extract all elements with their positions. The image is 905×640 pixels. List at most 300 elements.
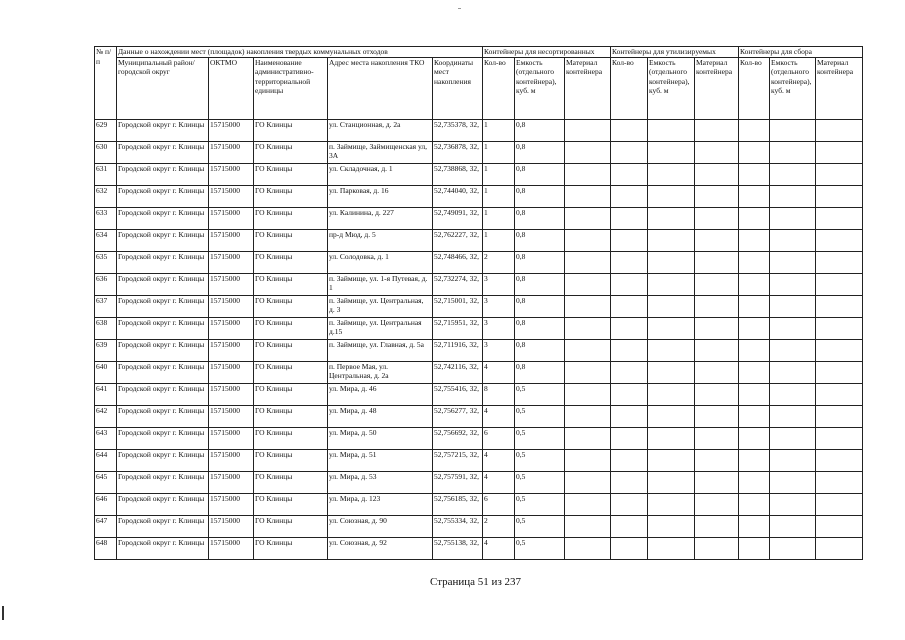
cell-count: 4 [483, 405, 515, 427]
cell-empty [611, 295, 648, 317]
cell-address: ул. Станционная, д. 2а [328, 119, 433, 141]
header-municipality: Муниципальный район/городской округ [117, 57, 209, 119]
cell-coords: 52,735378, 32, [433, 119, 483, 141]
cell-empty [648, 207, 695, 229]
cell-volume: 0,8 [515, 163, 565, 185]
table-row [95, 207, 863, 229]
cell-coords: 52,715001, 32, [433, 295, 483, 317]
cell-unit: ГО Клинцы [254, 163, 328, 185]
cell-empty [816, 361, 863, 383]
cell-unit: ГО Клинцы [254, 273, 328, 295]
cell-oktmo: 15715000 [209, 141, 254, 163]
cell-address: ул. Калинина, д. 227 [328, 207, 433, 229]
waste-sites-table [94, 46, 863, 560]
cell-empty [695, 493, 739, 515]
header-group-collection: Контейнеры для сбора [739, 47, 863, 58]
table-row [95, 119, 863, 141]
cell-empty [695, 537, 739, 559]
cell-empty [565, 185, 611, 207]
cell-oktmo: 15715000 [209, 229, 254, 251]
cell-coords: 52,715951, 32, [433, 317, 483, 339]
cell-empty [816, 537, 863, 559]
cell-empty [770, 163, 816, 185]
cell-count: 1 [483, 163, 515, 185]
cell-oktmo: 15715000 [209, 361, 254, 383]
cell-count: 1 [483, 229, 515, 251]
cell-oktmo: 15715000 [209, 383, 254, 405]
cell-empty [739, 251, 770, 273]
cell-empty [565, 449, 611, 471]
cell-empty [648, 295, 695, 317]
cell-unit: ГО Клинцы [254, 229, 328, 251]
cell-empty [816, 493, 863, 515]
cell-empty [739, 229, 770, 251]
cell-no: 636 [95, 273, 117, 295]
table-row [95, 471, 863, 493]
cell-unit: ГО Клинцы [254, 361, 328, 383]
header-no: № п/п [95, 47, 117, 120]
cell-volume: 0,5 [515, 383, 565, 405]
cell-empty [816, 471, 863, 493]
cell-coords: 52,748466, 32, [433, 251, 483, 273]
cell-empty [739, 141, 770, 163]
cell-empty [648, 383, 695, 405]
table-row [95, 537, 863, 559]
cell-empty [565, 251, 611, 273]
cell-empty [816, 295, 863, 317]
cell-empty [648, 427, 695, 449]
cell-empty [816, 163, 863, 185]
cell-empty [770, 295, 816, 317]
cell-empty [695, 295, 739, 317]
cell-unit: ГО Клинцы [254, 207, 328, 229]
cell-empty [611, 229, 648, 251]
cell-coords: 52,757215, 32, [433, 449, 483, 471]
cell-coords: 52,762227, 32, [433, 229, 483, 251]
cell-oktmo: 15715000 [209, 515, 254, 537]
cell-volume: 0,8 [515, 185, 565, 207]
cell-volume: 0,5 [515, 493, 565, 515]
cell-empty [565, 295, 611, 317]
cell-municipality: Городской округ г. Клинцы [117, 273, 209, 295]
cell-count: 3 [483, 317, 515, 339]
table-row [95, 449, 863, 471]
cell-empty [611, 449, 648, 471]
cell-empty [611, 537, 648, 559]
cell-unit: ГО Клинцы [254, 251, 328, 273]
cell-coords: 52,755416, 32, [433, 383, 483, 405]
cell-no: 641 [95, 383, 117, 405]
cell-empty [770, 273, 816, 295]
cell-empty [611, 141, 648, 163]
cell-no: 643 [95, 427, 117, 449]
cell-volume: 0,8 [515, 207, 565, 229]
cell-unit: ГО Клинцы [254, 141, 328, 163]
cell-oktmo: 15715000 [209, 119, 254, 141]
cell-empty [695, 449, 739, 471]
cell-empty [565, 229, 611, 251]
cell-volume: 0,5 [515, 449, 565, 471]
cell-empty [739, 361, 770, 383]
cell-empty [695, 383, 739, 405]
cell-empty [611, 493, 648, 515]
cell-empty [770, 537, 816, 559]
cell-address: пр-д Мюд, д. 5 [328, 229, 433, 251]
cell-municipality: Городской округ г. Клинцы [117, 295, 209, 317]
cell-empty [648, 361, 695, 383]
cell-municipality: Городской округ г. Клинцы [117, 471, 209, 493]
cell-oktmo: 15715000 [209, 185, 254, 207]
cell-coords: 52,711916, 32, [433, 339, 483, 361]
cell-oktmo: 15715000 [209, 537, 254, 559]
cell-empty [770, 493, 816, 515]
table-row [95, 361, 863, 383]
cell-no: 639 [95, 339, 117, 361]
cell-unit: ГО Клинцы [254, 119, 328, 141]
cell-no: 640 [95, 361, 117, 383]
cell-empty [695, 361, 739, 383]
cell-count: 2 [483, 251, 515, 273]
cell-municipality: Городской округ г. Клинцы [117, 361, 209, 383]
cell-empty [739, 273, 770, 295]
cell-empty [648, 251, 695, 273]
cell-empty [816, 405, 863, 427]
cell-empty [565, 119, 611, 141]
cell-empty [648, 119, 695, 141]
cell-empty [695, 163, 739, 185]
table-row [95, 295, 863, 317]
cell-count: 4 [483, 471, 515, 493]
cell-empty [565, 383, 611, 405]
cell-volume: 0,5 [515, 405, 565, 427]
cell-empty [739, 427, 770, 449]
cell-empty [648, 317, 695, 339]
cell-empty [816, 515, 863, 537]
cell-empty [816, 229, 863, 251]
header-coords: Координаты мест накопления [433, 57, 483, 119]
cell-no: 646 [95, 493, 117, 515]
cell-empty [816, 119, 863, 141]
cell-count: 3 [483, 273, 515, 295]
cell-empty [695, 273, 739, 295]
cell-empty [770, 119, 816, 141]
cell-empty [770, 427, 816, 449]
table-row [95, 273, 863, 295]
cell-empty [611, 163, 648, 185]
header-c2-material: Материал контейнера [695, 57, 739, 119]
cell-empty [611, 361, 648, 383]
cell-municipality: Городской округ г. Клинцы [117, 339, 209, 361]
cell-municipality: Городской округ г. Клинцы [117, 207, 209, 229]
cell-unit: ГО Клинцы [254, 383, 328, 405]
header-group-sites: Данные о нахождении мест (площадок) накопления твердых коммунальных отходов [117, 47, 483, 58]
cell-count: 1 [483, 185, 515, 207]
cell-oktmo: 15715000 [209, 207, 254, 229]
cell-empty [770, 361, 816, 383]
cell-oktmo: 15715000 [209, 251, 254, 273]
cell-address: ул. Складочная, д. 1 [328, 163, 433, 185]
table-row [95, 493, 863, 515]
cell-municipality: Городской округ г. Клинцы [117, 251, 209, 273]
cell-empty [739, 339, 770, 361]
header-group-recyclable: Контейнеры для утилизируемых [611, 47, 739, 58]
cell-address: ул. Мира, д. 51 [328, 449, 433, 471]
cell-coords: 52,742116, 32, [433, 361, 483, 383]
cell-volume: 0,5 [515, 515, 565, 537]
cell-empty [648, 185, 695, 207]
cell-unit: ГО Клинцы [254, 493, 328, 515]
cell-address: ул. Солодовка, д. 1 [328, 251, 433, 273]
cell-volume: 0,5 [515, 537, 565, 559]
cell-empty [816, 273, 863, 295]
cell-no: 631 [95, 163, 117, 185]
cell-volume: 0,5 [515, 471, 565, 493]
cell-no: 647 [95, 515, 117, 537]
cell-empty [648, 339, 695, 361]
cell-municipality: Городской округ г. Клинцы [117, 119, 209, 141]
cell-no: 645 [95, 471, 117, 493]
cell-count: 4 [483, 361, 515, 383]
cell-coords: 52,749091, 32, [433, 207, 483, 229]
cell-oktmo: 15715000 [209, 163, 254, 185]
cell-address: ул. Мира, д. 123 [328, 493, 433, 515]
cell-empty [739, 383, 770, 405]
cell-empty [565, 471, 611, 493]
cell-unit: ГО Клинцы [254, 295, 328, 317]
cell-count: 3 [483, 295, 515, 317]
header-c2-volume: Емкость (отдельного контейнера), куб. м [648, 57, 695, 119]
cell-empty [565, 493, 611, 515]
cell-address: ул. Парковая, д. 16 [328, 185, 433, 207]
cell-count: 3 [483, 339, 515, 361]
cell-empty [816, 185, 863, 207]
cell-empty [648, 515, 695, 537]
cell-coords: 52,738868, 32, [433, 163, 483, 185]
header-c2-count: Кол-во [611, 57, 648, 119]
cell-volume: 0,8 [515, 273, 565, 295]
cell-coords: 52,756692, 32, [433, 427, 483, 449]
header-unit: Наименование административно-территориальной единицы [254, 57, 328, 119]
cell-no: 633 [95, 207, 117, 229]
cell-address: п. Первое Мая, ул. Центральная, д. 2а [328, 361, 433, 383]
cell-empty [695, 339, 739, 361]
cell-municipality: Городской округ г. Клинцы [117, 427, 209, 449]
cell-empty [565, 405, 611, 427]
cell-volume: 0,8 [515, 119, 565, 141]
cell-empty [611, 405, 648, 427]
cell-municipality: Городской округ г. Клинцы [117, 515, 209, 537]
cell-address: ул. Мира, д. 53 [328, 471, 433, 493]
cell-empty [739, 119, 770, 141]
cell-empty [695, 141, 739, 163]
cell-empty [648, 229, 695, 251]
cell-unit: ГО Клинцы [254, 537, 328, 559]
cell-municipality: Городской округ г. Клинцы [117, 449, 209, 471]
cell-volume: 0,8 [515, 361, 565, 383]
cell-empty [770, 229, 816, 251]
header-oktmo: ОКТМО [209, 57, 254, 119]
cell-empty [816, 317, 863, 339]
cell-no: 648 [95, 537, 117, 559]
cell-empty [739, 185, 770, 207]
cell-empty [770, 515, 816, 537]
cell-municipality: Городской округ г. Клинцы [117, 493, 209, 515]
cell-count: 1 [483, 119, 515, 141]
cell-empty [816, 141, 863, 163]
cell-no: 634 [95, 229, 117, 251]
cell-coords: 52,755138, 32, [433, 537, 483, 559]
cell-volume: 0,8 [515, 317, 565, 339]
cell-empty [695, 515, 739, 537]
cell-empty [695, 251, 739, 273]
cell-empty [770, 471, 816, 493]
table-row [95, 339, 863, 361]
cell-municipality: Городской округ г. Клинцы [117, 537, 209, 559]
cell-municipality: Городской округ г. Клинцы [117, 229, 209, 251]
table-row [95, 383, 863, 405]
cell-no: 632 [95, 185, 117, 207]
header-c1-count: Кол-во [483, 57, 515, 119]
cell-unit: ГО Клинцы [254, 427, 328, 449]
cell-empty [565, 273, 611, 295]
table-row [95, 141, 863, 163]
cell-coords: 52,756277, 32, [433, 405, 483, 427]
cell-empty [611, 317, 648, 339]
cell-coords: 52,744040, 32, [433, 185, 483, 207]
cell-volume: 0,8 [515, 339, 565, 361]
cell-empty [695, 405, 739, 427]
cell-address: п. Займище, ул. Главная, д. 5а [328, 339, 433, 361]
cell-no: 630 [95, 141, 117, 163]
header-c3-volume: Емкость (отдельного контейнера), куб. м [770, 57, 816, 119]
cell-oktmo: 15715000 [209, 427, 254, 449]
cell-municipality: Городской округ г. Клинцы [117, 317, 209, 339]
cell-empty [695, 427, 739, 449]
cell-address: п. Займище, ул. Центральная д.15 [328, 317, 433, 339]
cell-coords: 52,757591, 32, [433, 471, 483, 493]
cell-volume: 0,8 [515, 141, 565, 163]
cell-empty [611, 427, 648, 449]
cell-coords: 52,755334, 32, [433, 515, 483, 537]
table-row [95, 515, 863, 537]
cell-empty [648, 141, 695, 163]
cell-empty [648, 537, 695, 559]
page-number: Страница 51 из 237 [430, 576, 522, 588]
header-c1-volume: Емкость (отдельного контейнера), куб. м [515, 57, 565, 119]
cell-unit: ГО Клинцы [254, 339, 328, 361]
header-group-unsorted: Контейнеры для несортированных [483, 47, 611, 58]
cell-empty [611, 383, 648, 405]
cell-oktmo: 15715000 [209, 273, 254, 295]
cell-empty [739, 515, 770, 537]
cell-empty [770, 405, 816, 427]
cell-empty [770, 449, 816, 471]
cell-empty [770, 339, 816, 361]
cell-empty [565, 317, 611, 339]
cell-empty [695, 317, 739, 339]
cell-municipality: Городской округ г. Клинцы [117, 141, 209, 163]
cell-empty [695, 185, 739, 207]
cell-address: ул. Союзная, д. 90 [328, 515, 433, 537]
cell-municipality: Городской округ г. Клинцы [117, 185, 209, 207]
cell-empty [565, 427, 611, 449]
table-row [95, 163, 863, 185]
table-row [95, 405, 863, 427]
cell-no: 642 [95, 405, 117, 427]
cell-unit: ГО Клинцы [254, 405, 328, 427]
cell-oktmo: 15715000 [209, 493, 254, 515]
table-row [95, 251, 863, 273]
cell-address: ул. Мира, д. 50 [328, 427, 433, 449]
cell-empty [739, 493, 770, 515]
cell-empty [770, 207, 816, 229]
cell-address: п. Займище, Займищенская ул, 3А [328, 141, 433, 163]
cell-volume: 0,8 [515, 229, 565, 251]
cell-empty [648, 405, 695, 427]
header-address: Адрес места накопления ТКО [328, 57, 433, 119]
cell-count: 4 [483, 449, 515, 471]
cell-volume: 0,5 [515, 427, 565, 449]
table-row [95, 317, 863, 339]
cell-empty [565, 163, 611, 185]
cell-address: ул. Мира, д. 48 [328, 405, 433, 427]
cell-empty [816, 449, 863, 471]
cell-empty [739, 295, 770, 317]
cell-empty [739, 163, 770, 185]
cell-coords: 52,736878, 32, [433, 141, 483, 163]
cell-oktmo: 15715000 [209, 339, 254, 361]
cell-empty [695, 119, 739, 141]
cell-count: 4 [483, 537, 515, 559]
cell-coords: 52,756185, 32, [433, 493, 483, 515]
cell-address: п. Займище, ул. Центральная, д. 3 [328, 295, 433, 317]
cell-no: 629 [95, 119, 117, 141]
cell-count: 8 [483, 383, 515, 405]
cell-empty [565, 339, 611, 361]
cell-empty [565, 207, 611, 229]
cell-empty [695, 471, 739, 493]
cell-municipality: Городской округ г. Клинцы [117, 405, 209, 427]
cell-no: 644 [95, 449, 117, 471]
cell-empty [648, 273, 695, 295]
cell-unit: ГО Клинцы [254, 317, 328, 339]
cell-no: 635 [95, 251, 117, 273]
table-header [95, 47, 863, 120]
cell-oktmo: 15715000 [209, 471, 254, 493]
cell-coords: 52,732274, 32, [433, 273, 483, 295]
cell-empty [611, 251, 648, 273]
cell-empty [648, 471, 695, 493]
cell-empty [611, 207, 648, 229]
cell-municipality: Городской округ г. Клинцы [117, 383, 209, 405]
cell-unit: ГО Клинцы [254, 185, 328, 207]
table-body [95, 119, 863, 559]
cell-count: 1 [483, 207, 515, 229]
cell-no: 637 [95, 295, 117, 317]
cell-count: 6 [483, 427, 515, 449]
cell-unit: ГО Клинцы [254, 471, 328, 493]
cell-empty [611, 471, 648, 493]
cell-oktmo: 15715000 [209, 295, 254, 317]
scan-edge-mark [2, 606, 4, 620]
cell-empty [695, 207, 739, 229]
cell-no: 638 [95, 317, 117, 339]
cell-empty [816, 251, 863, 273]
cell-empty [565, 141, 611, 163]
table-row [95, 427, 863, 449]
cell-empty [816, 339, 863, 361]
header-c3-material: Материал контейнера [816, 57, 863, 119]
